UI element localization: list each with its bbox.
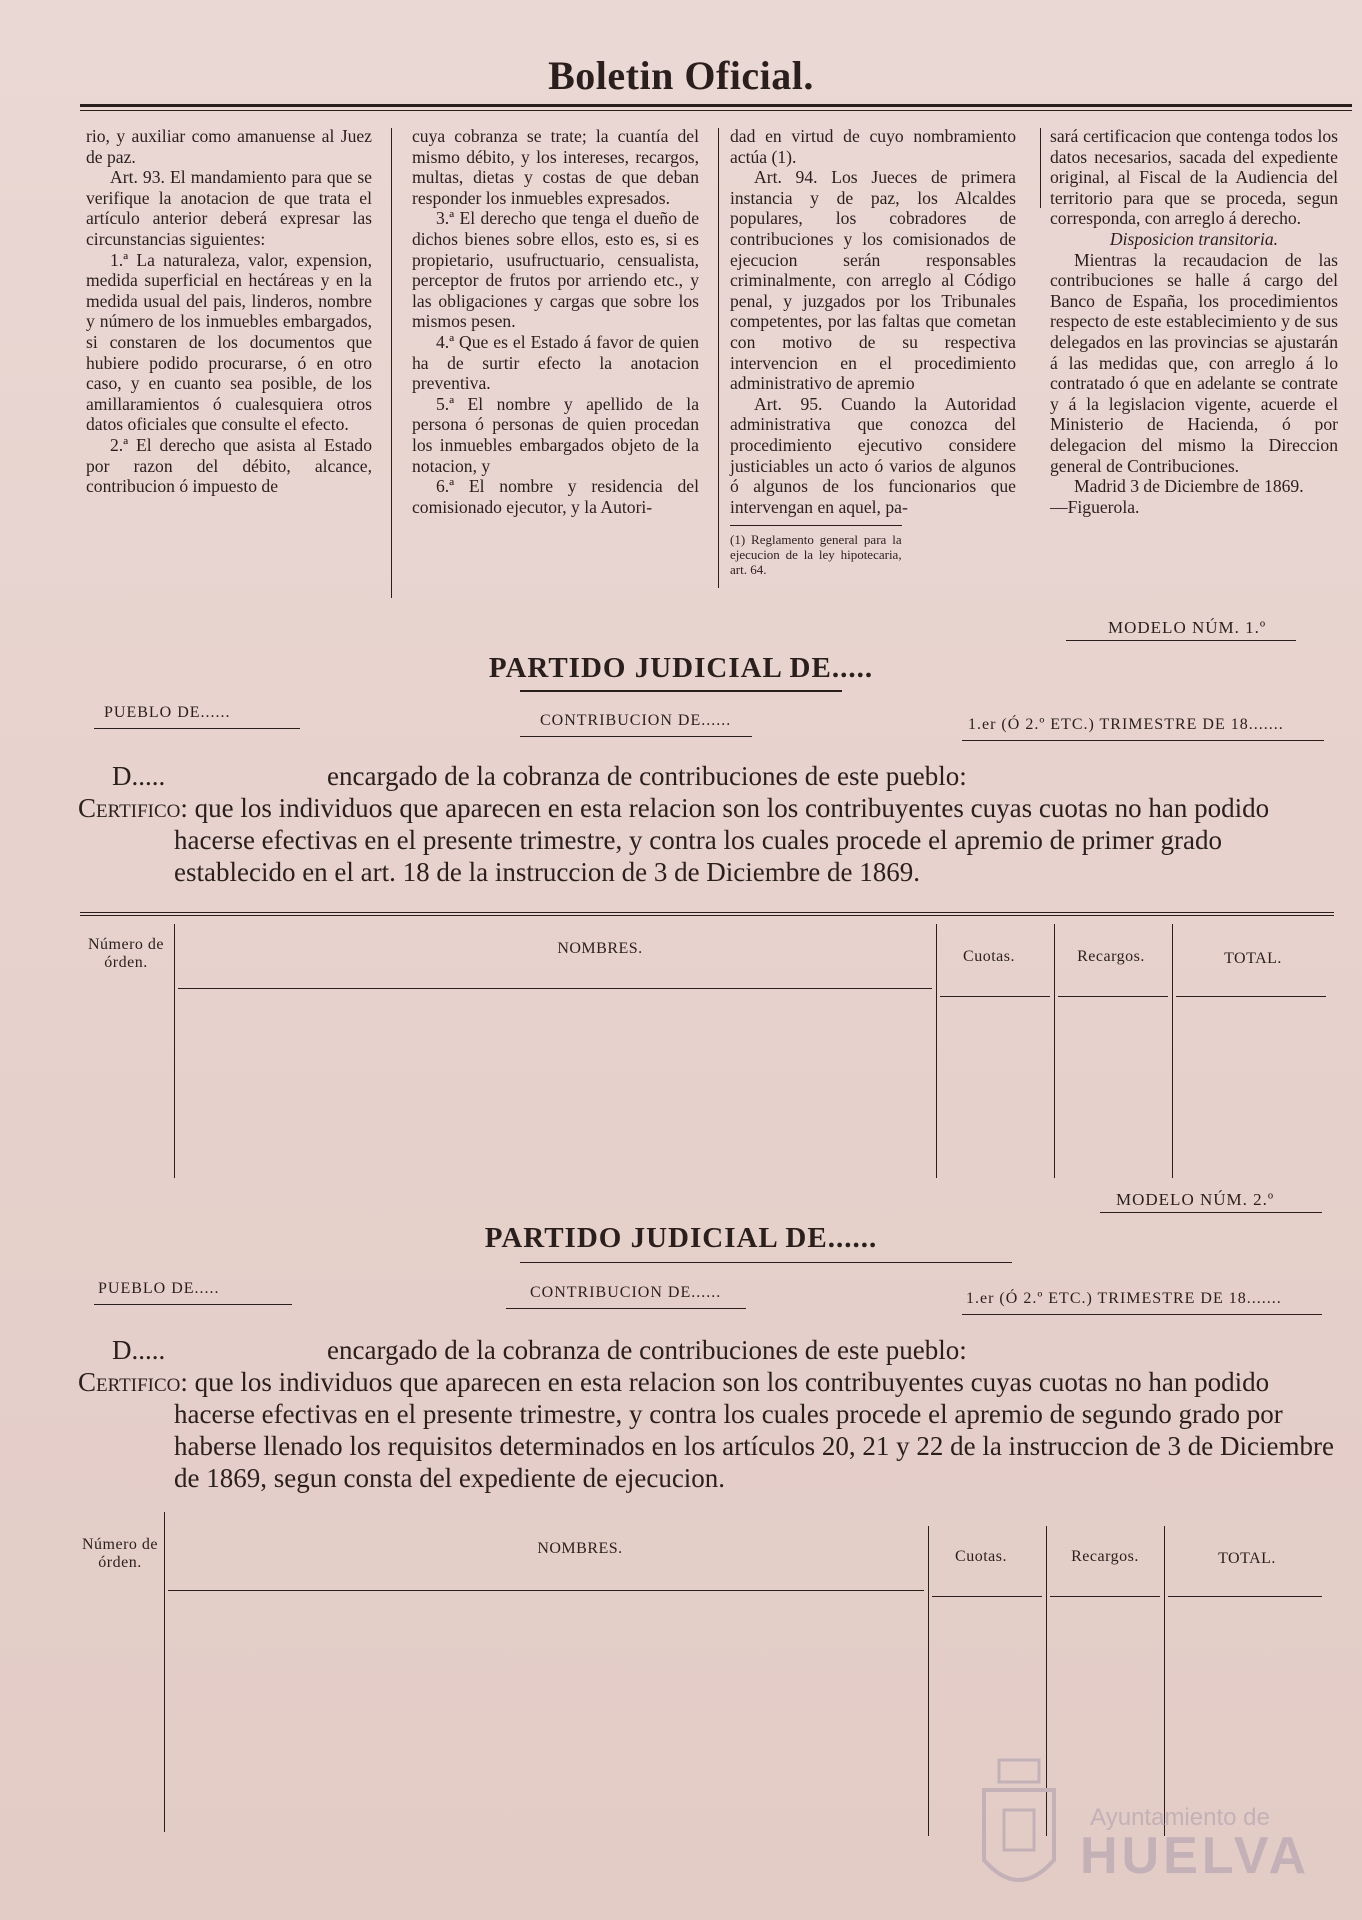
model-label-rule	[1100, 1212, 1322, 1213]
paragraph: 4.ª Que es el Estado á favor de quien ha de surtir efecto la anotacion preventiva.	[412, 331, 699, 394]
paragraph: Mientras la recaudacion de las contribuciones se halle á cargo del Banco de España, los procedimientos respecto de este establecimiento y de sus delegados en las provincias se ajustarán á las medidas que, con arreglo á lo contratado ó que en adelante se contrate y á la legislacion vigente, acuerde el Ministerio de Hacienda, ó por delegacion del mismo la Direccion general de Contribuciones.	[1050, 249, 1338, 476]
model-1-contribucion: CONTRIBUCION DE......	[540, 712, 732, 729]
header-total: TOTAL.	[1224, 950, 1282, 967]
partido-rule	[520, 690, 842, 692]
header-underline	[940, 996, 1050, 997]
header-underline	[932, 1596, 1042, 1597]
model-2-trimestre: 1.er (Ó 2.º ETC.) TRIMESTRE DE 18.......	[966, 1290, 1282, 1307]
paragraph: 6.ª El nombre y residencia del comisionado ejecutor, y la Autori-	[412, 476, 699, 517]
certificate-text: que los individuos que aparecen en esta relacion son los contribuyentes cuyas cuotas no han podido hacerse efectivas en el presente trimestre, y contra los cuales procede el apremio de segundo grado por haberse llenado los requisitos determinados en los artículos 20, 21 y 22 de la instruccion de 3 de Diciembre de 1869, segun consta del expediente de ejecucion.	[174, 1367, 1334, 1493]
d-placeholder: D.....	[112, 1335, 166, 1365]
contribucion-rule	[506, 1308, 746, 1309]
certificate-body	[78, 1366, 1348, 1494]
header-nombres: NOMBRES.	[557, 940, 643, 957]
certificate-text: que los individuos que aparecen en esta relacion son los contribuyentes cuyas cuotas no han podido hacerse efectivas en el presente trimestre, y contra los cuales procede el apremio de primer grado establecido en el art. 18 de la instruccion de 3 de Diciembre de 1869.	[174, 793, 1270, 887]
masthead-title: Boletin Oficial.	[548, 53, 814, 98]
section-heading: Disposicion transitoria.	[1109, 228, 1279, 249]
watermark-main-text: HUELVA	[1080, 1827, 1311, 1885]
column-2	[412, 126, 699, 517]
model-1-label: MODELO NÚM. 1.º	[1108, 618, 1267, 637]
header-underline	[1168, 1596, 1322, 1597]
model-1-partido-title: PARTIDO JUDICIAL DE.....	[488, 652, 874, 684]
model-2-certificate	[78, 1334, 1348, 1494]
encargado-text: encargado de la cobranza de contribuciones de este pueblo:	[327, 761, 967, 791]
model-1-certificate	[78, 760, 1348, 888]
paragraph: rio, y auxiliar como amanuense al Juez de paz.	[86, 126, 372, 167]
header-underline	[178, 988, 932, 989]
model-2-partido-title: PARTIDO JUDICIAL DE......	[484, 1222, 878, 1254]
encargado-text: encargado de la cobranza de contribuciones de este pueblo:	[327, 1335, 967, 1365]
masthead-rule	[80, 104, 1352, 107]
signature-line: —Figuerola.	[1050, 496, 1140, 517]
coat-of-arms-icon	[974, 1750, 1064, 1900]
article-columns	[86, 126, 1352, 596]
paragraph: 5.ª El nombre y apellido de la persona ó personas de quien procedan los inmuebles embargados objeto de la notacion, y	[412, 393, 699, 476]
trimestre-rule	[962, 1314, 1322, 1315]
certificate-first-line	[78, 1334, 1348, 1366]
table-top-rule	[80, 915, 1334, 916]
model-label-rule	[1066, 640, 1296, 641]
paragraph: cuya cobranza se trate; la cuantía del mismo débito, y los intereses, recargos, multas, dietas y costas de que deban responder los inmuebles expresados.	[412, 126, 699, 208]
table-top-rule	[80, 912, 1334, 913]
model-2-contribucion: CONTRIBUCION DE......	[530, 1284, 722, 1301]
paragraph: Art. 93. El mandamiento para que se verifique la anotacion de que trata el artículo anterior deberá expresar las circunstancias siguientes:	[86, 167, 372, 249]
pueblo-rule	[94, 1304, 292, 1305]
header-numero: Número de órden.	[81, 1536, 159, 1571]
paragraph: 1.ª La naturaleza, valor, expension, medida superficial en hectáreas y en la medida usual del pais, linderos, nombre y número de los inmuebles embargados, si constaren de los documentos que hubiere podido procurarse, ó en otro caso, y en cuanto sea posible, de los amillaramientos ó cualesquiera otros datos oficiales que consulte el efecto.	[86, 249, 372, 435]
column-divider	[928, 1526, 929, 1836]
header-total: TOTAL.	[1218, 1550, 1276, 1567]
column-divider	[164, 1512, 165, 1832]
column-divider	[1172, 924, 1173, 1178]
column-divider	[174, 924, 175, 1178]
column-1	[86, 126, 372, 497]
header-recargos: Recargos.	[1077, 948, 1145, 965]
header-underline	[1176, 996, 1326, 997]
certifico-word: Certifico:	[78, 1367, 188, 1397]
column-4	[1050, 126, 1338, 517]
column-divider	[1054, 924, 1055, 1178]
header-underline	[1058, 996, 1168, 997]
paragraph: sará certificacion que contenga todos los datos necesarios, sacada del expediente original, al Fiscal de la Audiencia del territorio para que se proceda, segun corresponda, con arreglo á derecho.	[1050, 126, 1338, 229]
header-cuotas: Cuotas.	[955, 1548, 1007, 1565]
header-underline	[168, 1590, 924, 1591]
paragraph: Art. 94. Los Jueces de primera instancia y de paz, los Alcaldes populares, los cobradores de contribuciones y los comisionados de ejecucion serán responsables criminalmente, con arreglo al Código penal, y juzgados por los Tribunales competentes, por las faltas que cometan con motivo de su respectiva intervencion en el procedimiento administrativo de apremio	[730, 167, 1016, 394]
partido-rule	[520, 1262, 1012, 1263]
header-nombres: NOMBRES.	[537, 1540, 623, 1557]
model-2-pueblo: PUEBLO DE.....	[98, 1280, 220, 1297]
model-1-trimestre: 1.er (Ó 2.º ETC.) TRIMESTRE DE 18.......	[968, 716, 1284, 733]
paragraph: 2.ª El derecho que asista al Estado por razon del débito, alcance, contribucion ó impuesto de	[86, 434, 372, 497]
certifico-word: Certifico:	[78, 793, 188, 823]
certificate-first-line	[78, 760, 1348, 792]
paragraph: Art. 95. Cuando la Autoridad administrativa que conozca del procedimiento ejecutivo considere justiciables un acto ó varios de algunos ó algunos de los funcionarios que intervengan en aquel, pa-	[730, 393, 1016, 517]
column-divider	[936, 924, 937, 1178]
masthead-rule-thin	[80, 110, 1352, 111]
paragraph: dad en virtud de cuyo nombramiento actúa (1).	[730, 126, 1016, 167]
column-3	[730, 126, 1016, 577]
contribucion-rule	[520, 736, 752, 737]
pueblo-rule	[94, 728, 300, 729]
header-recargos: Recargos.	[1071, 1548, 1139, 1565]
header-cuotas: Cuotas.	[963, 948, 1015, 965]
header-numero: Número de órden.	[87, 936, 165, 971]
model-1-pueblo: PUEBLO DE......	[104, 704, 231, 721]
date-line: Madrid 3 de Diciembre de 1869.	[1074, 476, 1304, 497]
model-1-table	[80, 912, 1334, 1178]
trimestre-rule	[962, 740, 1324, 741]
header-underline	[1050, 1596, 1160, 1597]
paragraph: 3.ª El derecho que tenga el dueño de dichos bienes sobre ellos, esto es, si es propietario, usufructuario, censualista, perceptor de frutos por arriendo etc., y las obligaciones y cargas que sobre los mismos pesen.	[412, 208, 699, 332]
footnote: (1) Reglamento general para la ejecucion de la ley hipotecaria, art. 64.	[730, 525, 902, 577]
watermark-top-text: Ayuntamiento de	[1090, 1804, 1270, 1831]
d-placeholder: D.....	[112, 761, 166, 791]
huelva-watermark	[1080, 1720, 1360, 1910]
model-2-label: MODELO NÚM. 2.º	[1116, 1190, 1275, 1209]
certificate-body	[78, 792, 1348, 888]
